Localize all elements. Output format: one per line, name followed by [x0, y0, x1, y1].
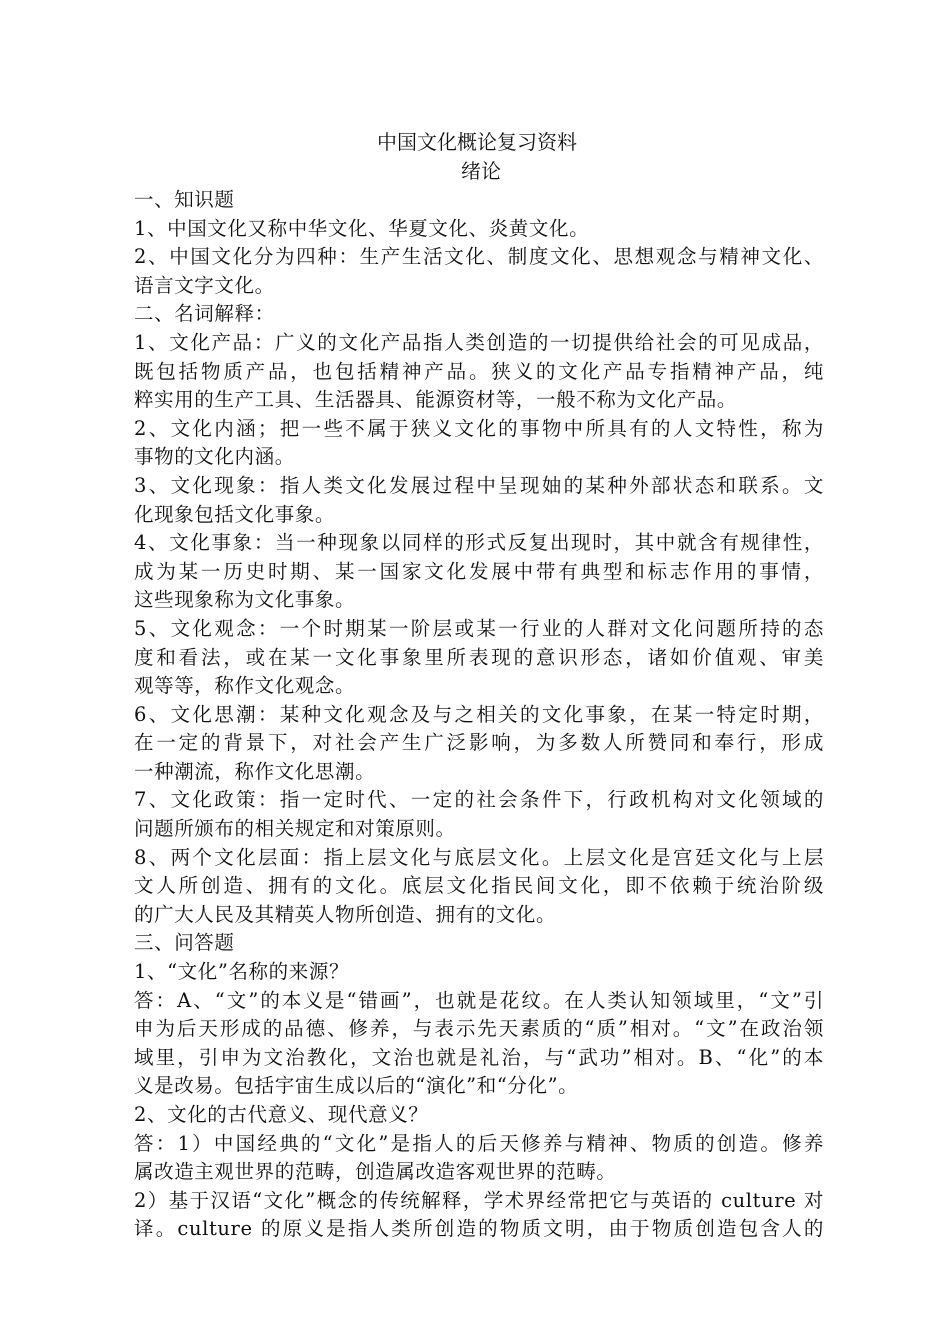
answer-line: 属改造主观世界的范畴，创造属改造客观世界的范畴。 [134, 1160, 617, 1184]
document-page [134, 128, 824, 1244]
text-line: 3、文化现象：指人类文化发展过程中呈现妯的某种外部状态和联系。文 [134, 473, 824, 497]
text-line: 度和看法，或在某一文化事象里所表现的意识形态，诸如价值观、审美 [134, 645, 824, 669]
text-line: 化现象包括文化事象。 [134, 502, 336, 526]
answer-line: 域里，引申为文治教化，文治也就是礼治，与“武功”相对。B、“化”的本 [134, 1045, 824, 1069]
text-line: 既包括物质产品，也包括精神产品。狭义的文化产品专指精神产品，纯 [134, 359, 824, 383]
text-line: 一种潮流，称作文化思潮。 [134, 759, 376, 783]
answer-line: 义是改易。包括宇宙生成以后的“演化”和“分化”。 [134, 1074, 579, 1098]
text-line: 7、文化政策：指一定时代、一定的社会条件下，行政机构对文化领域的 [134, 788, 824, 812]
text-line: 的广大人民及其精英人物所创造、拥有的文化。 [134, 902, 557, 926]
text-line: 2、文化内涵；把一些不属于狭义文化的事物中所具有的人文特性，称为 [134, 416, 824, 440]
text-line: 这些现象称为文化事象。 [134, 588, 356, 612]
section-heading: 二、名词解释： [134, 302, 275, 326]
section-heading: 一、知识题 [134, 188, 235, 211]
text-line: 文人所创造、拥有的文化。底层文化指民间文化，即不依赖于统治阶级 [134, 874, 824, 898]
answer-line: 答：1）中国经典的“文化”是指人的后天修养与精神、物质的创造。修养 [134, 1131, 824, 1155]
text-line: 语言文字文化。 [134, 273, 275, 297]
answer-line: 答：A、“文”的本义是“错画”，也就是花纹。在人类认知领域里，“文”引 [134, 988, 824, 1012]
text-line: 成为某一历史时期、某一国家文化发展中带有典型和标志作用的事情， [134, 559, 824, 583]
text-line: 问题所颁布的相关规定和对策原则。 [134, 817, 456, 841]
document-title: 中国文化概论复习资料 [377, 130, 577, 154]
answer-line: 申为后天形成的品德、修养，与表示先天素质的“质”相对。“文”在政治领 [134, 1017, 824, 1041]
text-line: 1、文化产品：广义的文化产品指人类创造的一切提供给社会的可见成品， [134, 330, 824, 354]
answer-line: 2）基于汉语“文化”概念的传统解释，学术界经常把它与英语的 culture 对 [134, 1188, 824, 1212]
text-line: 2、中国文化分为四种：生产生活文化、制度文化、思想观念与精神文化、 [134, 245, 824, 269]
document-subtitle: 绪论 [461, 159, 501, 183]
text-line: 1、中国文化又称中华文化、华夏文化、炎黄文化。 [134, 216, 590, 240]
text-line: 在一定的背景下，对社会产生广泛影响，为多数人所赞同和奉行，形成 [134, 731, 824, 755]
text-line: 事物的文化内涵。 [134, 445, 295, 469]
section-heading: 三、问答题 [134, 931, 235, 955]
text-line: 5、文化观念：一个时期某一阶层或某一行业的人群对文化问题所持的态 [134, 616, 824, 640]
text-line: 8、两个文化层面：指上层文化与底层文化。上层文化是宫廷文化与上层 [134, 845, 824, 869]
text-line: 4、文化事象：当一种现象以同样的形式反复出现时，其中就含有规律性， [134, 531, 824, 555]
text-line: 6、文化思潮：某种文化观念及与之相关的文化事象，在某一特定时期， [134, 702, 824, 726]
text-line: 粹实用的生产工具、生活器具、能源资材等，一般不称为文化产品。 [134, 388, 738, 412]
question-line: 2、文化的古代意义、现代意义？ [134, 1103, 429, 1126]
text-line: 观等等，称作文化观念。 [134, 674, 356, 698]
question-line: 1、“文化”名称的来源？ [134, 960, 350, 984]
answer-line: 译。culture 的原义是指人类所创造的物质文明，由于物质创造包含人的 [134, 1217, 824, 1241]
